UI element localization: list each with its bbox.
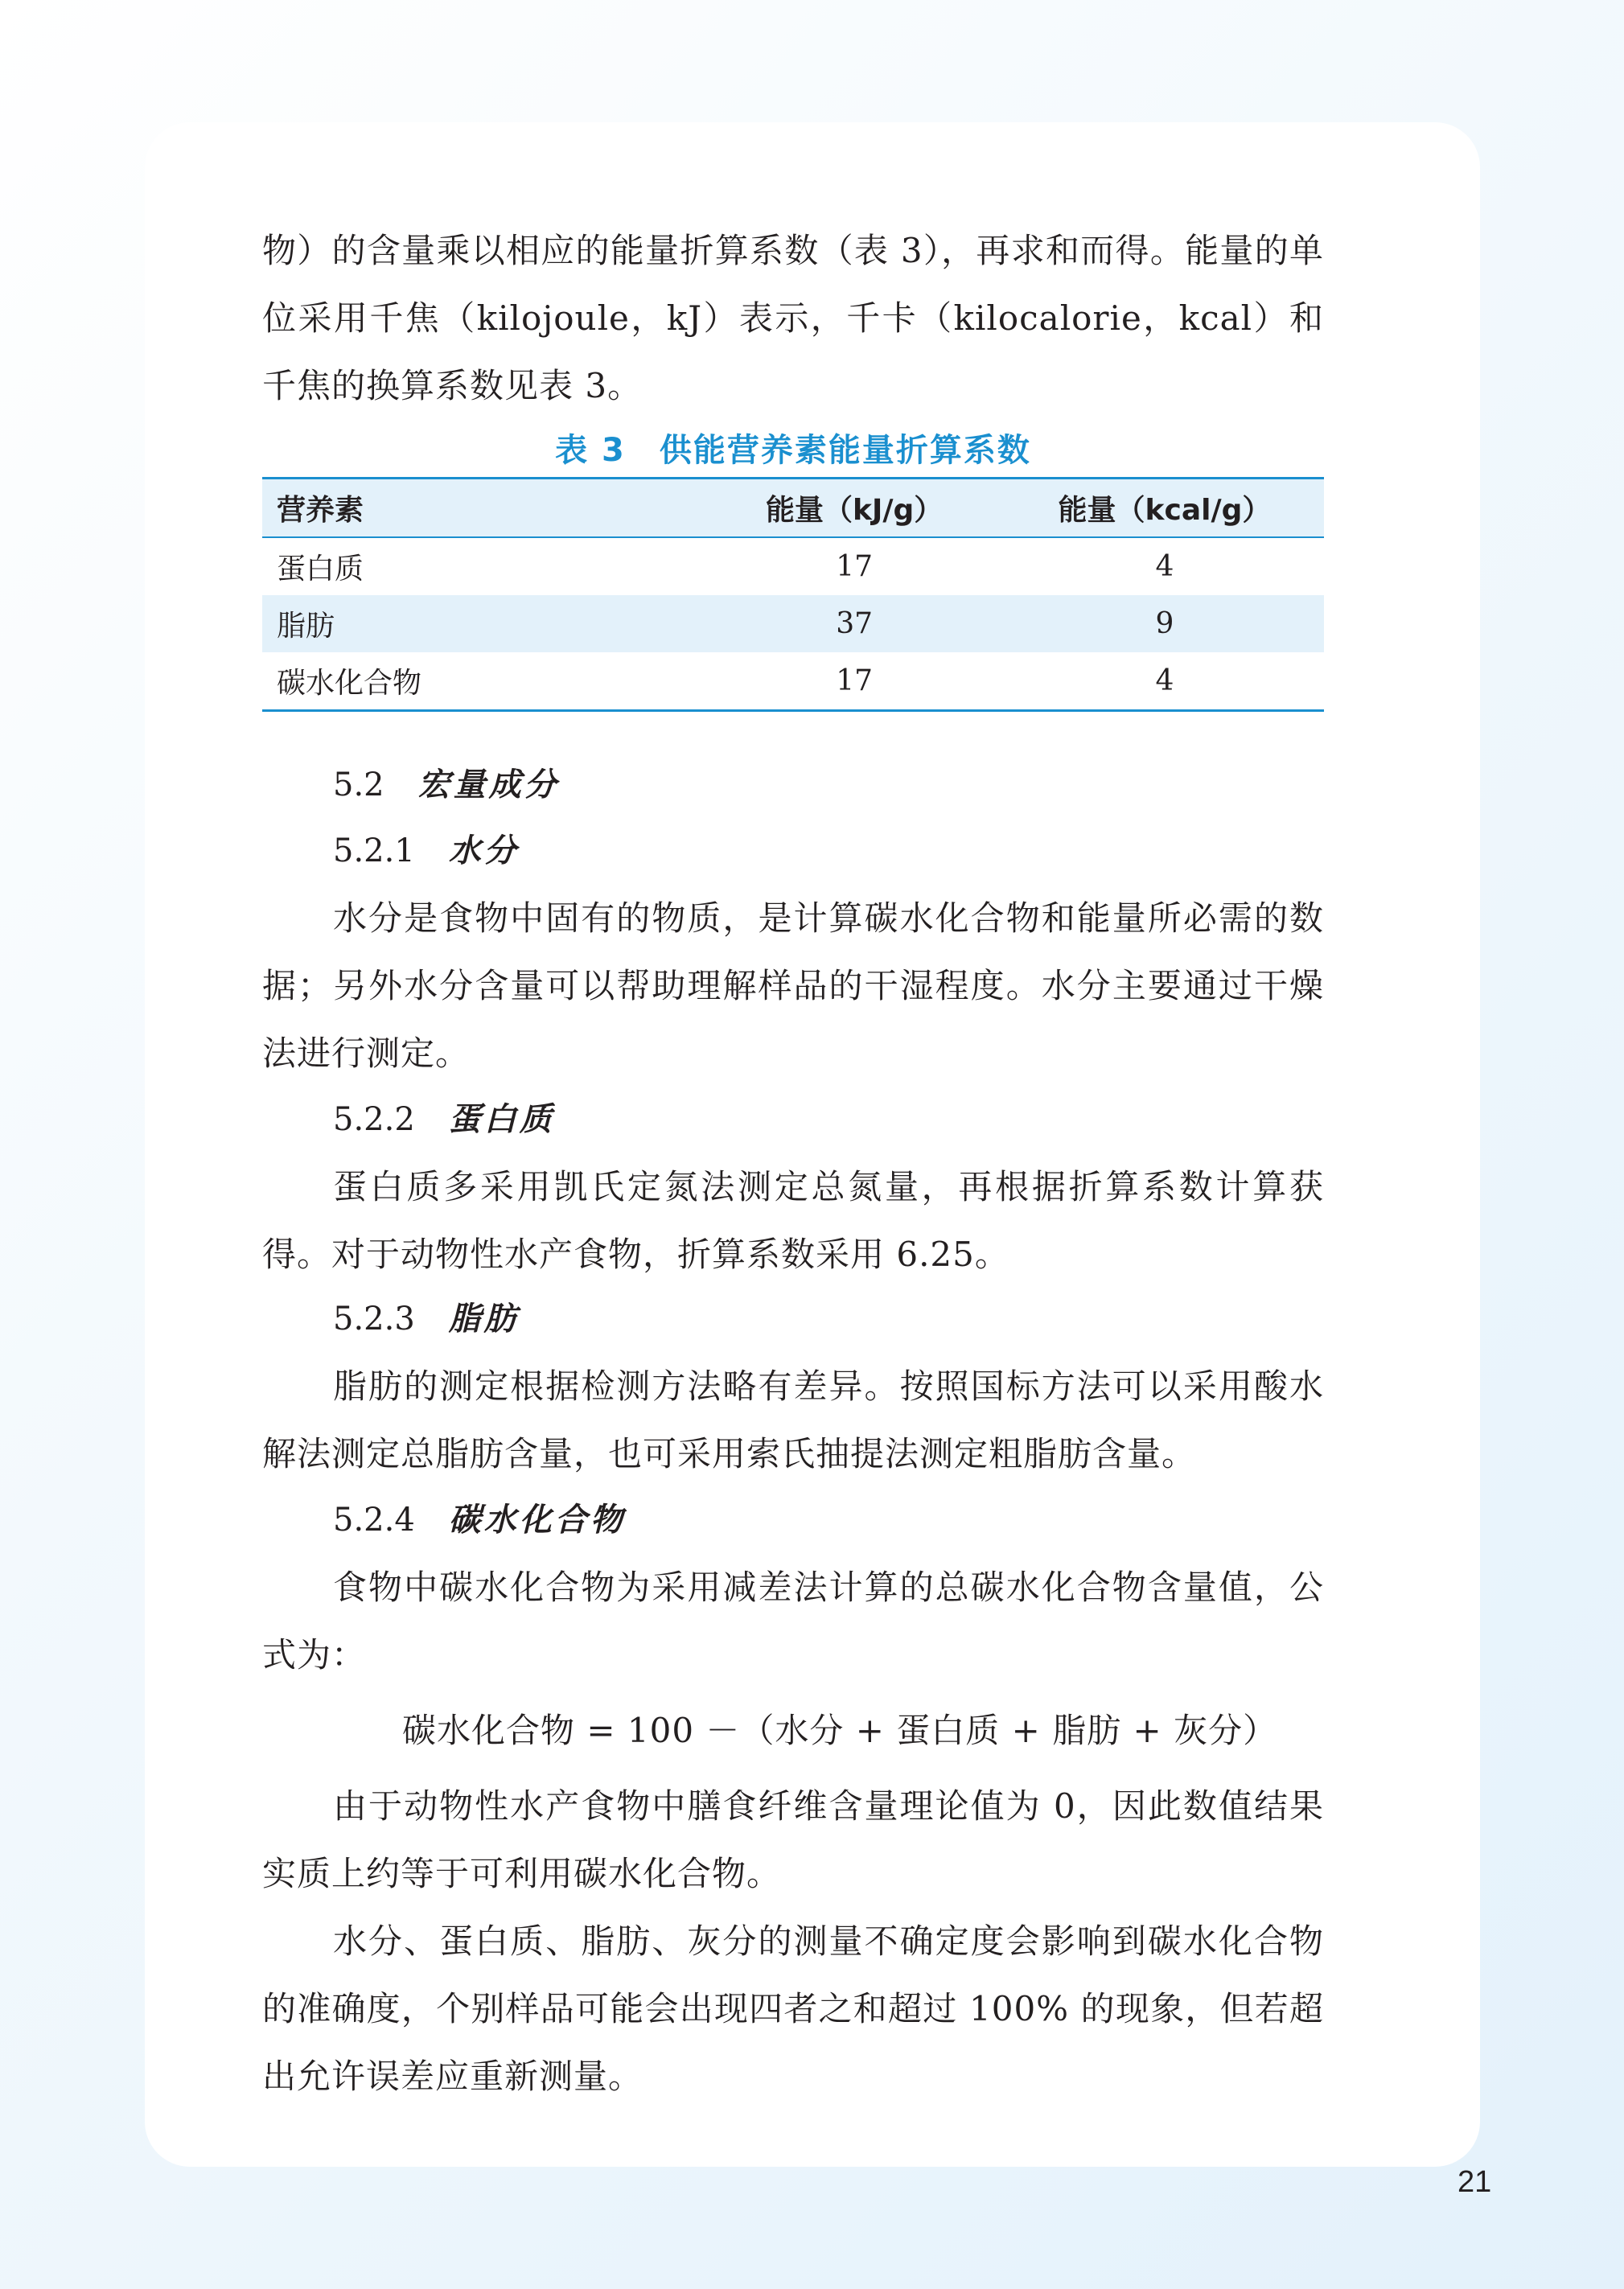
paragraph-carbohydrate: 食物中碳水化合物为采用减差法计算的总碳水化合物含量值，公式为： xyxy=(262,1568,1324,1675)
table-row xyxy=(262,595,1324,652)
table-header-row xyxy=(262,479,1324,538)
heading-5-2-3 xyxy=(333,1295,520,1343)
table-cell: 17 xyxy=(836,664,874,697)
header-nutrient: 营养素 xyxy=(262,479,703,538)
heading-number: 5.2.2 xyxy=(333,1101,415,1138)
page-number: 21 xyxy=(1457,2165,1492,2199)
table-cell: 蛋白质 xyxy=(277,553,364,586)
heading-5-2-2 xyxy=(333,1095,555,1144)
table-cell: 脂肪 xyxy=(277,610,335,643)
header-kj: 能量（kJ/g） xyxy=(703,479,1005,538)
energy-conversion-table xyxy=(262,477,1324,712)
table-caption: 表 3 供能营养素能量折算系数 xyxy=(555,432,1031,469)
paragraph-fat: 脂肪的测定根据检测方法略有差异。按照国标方法可以采用酸水解法测定总脂肪含量，也可采用索氏抽提法测定粗脂肪含量。 xyxy=(262,1366,1324,1473)
carbohydrate-formula: 碳水化合物 = 100 －（水分 + 蛋白质 + 脂肪 + 灰分） xyxy=(402,1711,1278,1750)
paragraph-protein: 蛋白质多采用凯氏定氮法测定总氮量，再根据折算系数计算获得。对于动物性水产食物，折算系数采用 6.25。 xyxy=(262,1167,1324,1274)
intro-paragraph: 物）的含量乘以相应的能量折算系数（表 3），再求和而得。能量的单位采用千焦（kilojoule，kJ）表示，千卡（kilocalorie，kcal）和千焦的换算系数见表 3。 xyxy=(262,231,1324,405)
table-cell: 37 xyxy=(836,607,874,640)
heading-title: 脂肪 xyxy=(448,1300,520,1338)
table-row xyxy=(262,537,1324,595)
heading-number: 5.2 xyxy=(333,766,384,803)
header-kcal: 能量（kcal/g） xyxy=(1005,479,1324,538)
table-cell: 碳水化合物 xyxy=(277,667,422,700)
table-cell: 4 xyxy=(1155,664,1174,697)
paragraph-water: 水分是食物中固有的物质，是计算碳水化合物和能量所必需的数据；另外水分含量可以帮助理解样品的干湿程度。水分主要通过干燥法进行测定。 xyxy=(262,898,1324,1073)
heading-title: 宏量成分 xyxy=(417,766,560,803)
heading-5-2 xyxy=(333,761,560,809)
table-row xyxy=(262,652,1324,711)
paragraph-uncertainty-note: 水分、蛋白质、脂肪、灰分的测量不确定度会影响到碳水化合物的准确度，个别样品可能会出现四者之和超过 100% 的现象，但若超出允许误差应重新测量。 xyxy=(262,1921,1324,2096)
heading-title: 水分 xyxy=(448,832,520,869)
heading-5-2-4 xyxy=(333,1496,626,1544)
heading-5-2-1 xyxy=(333,827,520,875)
heading-title: 碳水化合物 xyxy=(448,1501,626,1539)
heading-number: 5.2.1 xyxy=(333,832,415,869)
table-cell: 9 xyxy=(1155,607,1174,640)
heading-number: 5.2.3 xyxy=(333,1301,415,1338)
heading-title: 蛋白质 xyxy=(448,1100,555,1138)
table-cell: 4 xyxy=(1155,550,1174,583)
table-cell: 17 xyxy=(836,550,874,583)
paragraph-fiber-note: 由于动物性水产食物中膳食纤维含量理论值为 0，因此数值结果实质上约等于可利用碳水化合物。 xyxy=(262,1786,1324,1893)
heading-number: 5.2.4 xyxy=(333,1502,415,1539)
